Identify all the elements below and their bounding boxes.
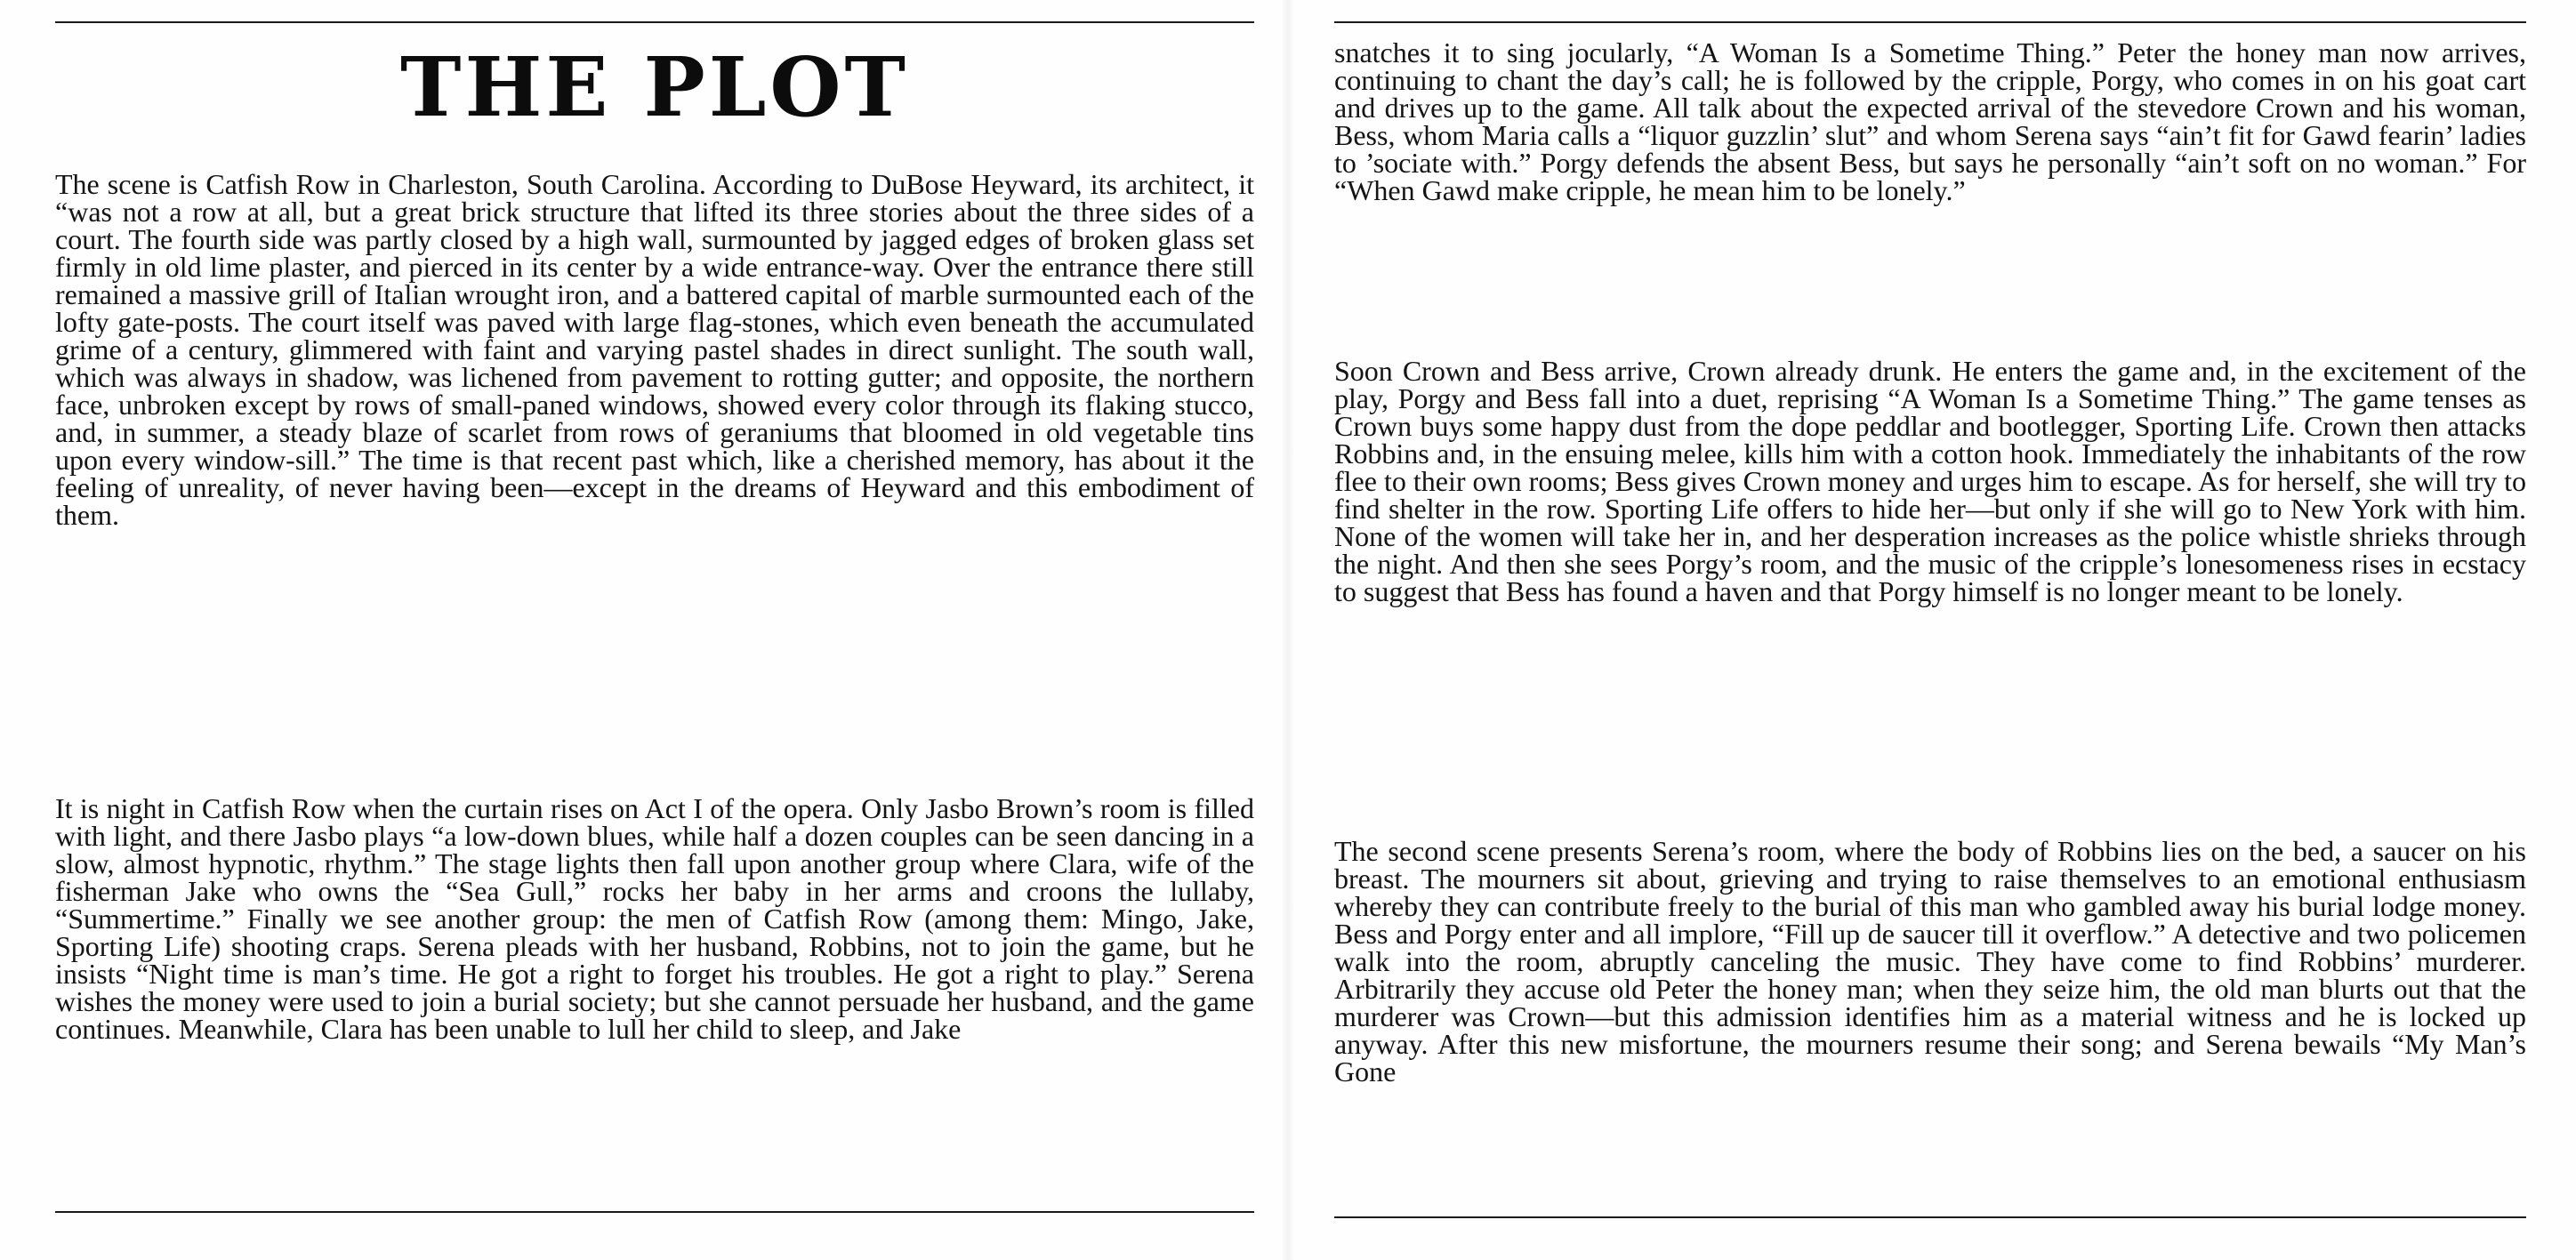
paragraph-text: snatches it to sing jocularly, “A Woman Is a Sometime Thing.” Peter the honey man now arrives, continuing to chant the day’s call; he is followed by the cripple, Porgy, who comes in on his goat cart and drives up to the game. All talk about the expected arrival of the stevedore Crown and his woman, Bess, whom Maria calls a “liquor guzzlin’ slut” and whom Serena says “ain’t fit for Gawd fearin’ ladies to ’sociate with.” Porgy defends the absent Bess, but says he personally “ain’t soft on no woman.” For “When Gawd make cripple, he mean him to be lonely.” [1334, 36, 2526, 206]
bottom-rule [55, 1211, 1254, 1213]
page-gutter [1281, 0, 1295, 1260]
paragraph [1334, 357, 2526, 606]
paragraph-text: Soon Crown and Bess arrive, Crown already drunk. He enters the game and, in the excitement of the play, Porgy and Bess fall into a duet, reprising “A Woman Is a Sometime Thing.” The game tenses as Crown buys some happy dust from the dope peddlar and bootlegger, Sporting Life. Crown then attacks Robbins and, in the ensuing melee, kills him with a cotton hook. Immediately the inhabitants of the row flee to their own rooms; Bess gives Crown money and urges him to escape. As for herself, she will try to find shelter in the row. Sporting Life offers to hide her—but only if she will go to New York with him. None of the women will take her in, and her desperation increases as the police whistle shrieks through the night. And then she sees Porgy’s room, and the music of the cripple’s lonesomeness rises in ecstacy to suggest that Bess has found a haven and that Porgy himself is no longer meant to be lonely. [1334, 355, 2526, 607]
paragraph [55, 792, 1254, 1045]
left-page [55, 0, 1254, 1260]
page-title: THE PLOT [399, 39, 909, 135]
top-rule [1334, 21, 2526, 23]
paragraph-text: The second scene presents Serena’s room, where the body of Robbins lies on the bed, a saucer on his breast. The mourners sit about, grieving and trying to raise themselves to an emotional enthusiasm whereby they can contribute freely to the burial of this man who gambled away his burial lodge money. Bess and Porgy enter and all implore, “Fill up de saucer till it overflow.” A detective and two policemen walk into the room, abruptly canceling the music. They have come to find Robbins’ murderer. Arbitrarily they accuse old Peter the honey man; when they seize him, the old man blurts out that the murderer was Crown—but this admission identifies him as a material witness and he is locked up anyway. After this new misfortune, the mourners resume their song; and Serena bewails “My Man’s Gone [1334, 835, 2526, 1087]
bottom-rule [1334, 1216, 2526, 1218]
paragraph-text: It is night in Catfish Row when the curtain rises on Act I of the opera. Only Jasbo Brown’s room is filled with light, and there Jasbo plays “a low-down blues, while half a dozen couples can be seen dancing in a slow, almost hypnotic, rhythm.” The stage lights then fall upon another group where Clara, wife of the fisherman Jake who owns the “Sea Gull,” rocks her baby in her arms and croons the lullaby, “Summertime.” Finally we see another group: the men of Catfish Row (among them: Mingo, Jake, Sporting Life) shooting craps. Serena pleads with her husband, Robbins, not to join the game, but he insists “Night time is man’s time. He got a right to forget his troubles. He got a right to play.” Serena wishes the money were used to join a burial society; but she cannot persuade her husband, and the game continues. Meanwhile, Clara has been unable to lull her child to sleep, and Jake [55, 792, 1254, 1045]
right-page [1334, 0, 2526, 1260]
paragraph [55, 168, 1254, 531]
top-rule [55, 21, 1254, 23]
paragraph-text: The scene is Catfish Row in Charleston, South Carolina. According to DuBose Heyward, its architect, it “was not a row at all, but a great brick structure that lifted its three stories about the three sides of a court. The fourth side was partly closed by a high wall, surmounted by jagged edges of broken glass set firmly in old lime plaster, and pierced in its center by a wide entrance-way. Over the entrance there still remained a massive grill of Italian wrought iron, and a battered capital of marble surmounted each of the lofty gate-posts. The court itself was paved with large flag-stones, which even beneath the accumulated grime of a century, glimmered with faint and varying pastel shades in direct sunlight. The south wall, which was always in shadow, was lichened from pavement to rotting gutter; and opposite, the northern face, unbroken except by rows of small-paned windows, showed every color through its flaking stucco, and, in summer, a steady blaze of scarlet from rows of geraniums that bloomed in old vegetable tins upon every window-sill.” The time is that recent past which, like a cherished memory, has about it the feeling of unreality, of never having been—except in the dreams of Heyward and this embodiment of them. [55, 168, 1254, 531]
paragraph [1334, 36, 2526, 206]
paragraph [1334, 835, 2526, 1087]
